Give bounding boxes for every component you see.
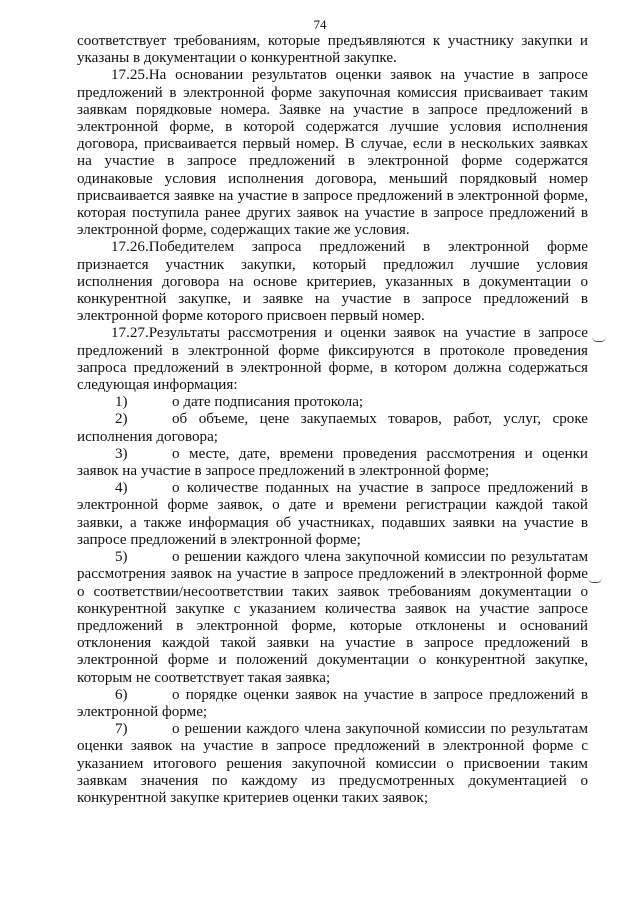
list-item xyxy=(77,446,588,480)
paragraph-17-26: 17.26.Победителем запроса предложений в электронной форме признается участник закупки, который предложил лучшие условия исполнения договора на основе критериев, указанных в документации о конкурентной закупке, и заявке на участие в запросе предложений в электронной форме которого присвоен первый номер. xyxy=(77,239,588,325)
list-item-number: 2) xyxy=(115,411,128,428)
list-item-text: о решении каждого члена закупочной комиссии по результатам рассмотрения заявок на участие в запросе предложений в электронной форме о соответствии/несоответствии таких заявок требованиям документации о конкурентной закупке с указанием количества заявок на участие запросе предложений в электронной форме, которые отклонены и оснований отклонения каждой такой заявки на участие в запросе предложений в электронной форме и положений документации о конкурентной закупке, которым не соответствует такая заявка; xyxy=(77,549,588,686)
margin-scan-mark xyxy=(588,578,602,583)
list-item xyxy=(77,394,588,411)
paragraph-17-27: 17.27.Результаты рассмотрения и оценки заявок на участие в запросе предложений в электронной форме фиксируются в протоколе проведения запроса предложений в электронной форме, в котором должна содержаться следующая информация: xyxy=(77,325,588,394)
list-item-number: 5) xyxy=(115,549,128,566)
page-number: 74 xyxy=(313,17,327,32)
list-item xyxy=(77,687,588,721)
list-item-text: о дате подписания протокола; xyxy=(172,394,364,411)
list-item-text: о решении каждого члена закупочной комиссии по результатам оценки заявок на участие в запросе предложений в электронной форме с указанием итогового решения закупочной комиссии о присвоении таким заявкам значения по каждому из предусмотренных документацией о конкурентной закупке критериев оценки таких заявок; xyxy=(77,721,588,806)
list-item-text: о месте, дате, времени проведения рассмотрения и оценки заявок на участие в запросе предложений в электронной форме; xyxy=(77,445,588,480)
paragraph-17-25: 17.25.На основании результатов оценки заявок на участие в запросе предложений в электронной форме закупочная комиссия присваивает таким заявкам порядковые номера. Заявке на участие в запросе предложений в электронной форме, в которой содержатся лучшие условия исполнения договора, присваивается первый номер. В случае, если в нескольких заявках на участие в запросе предложений в электронной форме содержатся одинаковые условия исполнения договора, меньший порядковый номер присваивается заявке на участие в запросе предложений в электронной форме, которая поступила ранее других заявок на участие в запросе предложений в электронной форме, содержащих такие же условия. xyxy=(77,67,588,239)
list-item-text: об объеме, цене закупаемых товаров, работ, услуг, сроке исполнения договора; xyxy=(77,411,588,445)
list-item-number: 6) xyxy=(115,686,128,703)
list-item-text: о порядке оценки заявок на участие в запросе предложений в электронной форме; xyxy=(77,686,588,720)
list-item-text: о количестве поданных на участие в запросе предложений в электронной форме заявок, о дате и времени регистрации каждой такой заявки, а также информация об участниках, подавших заявки на участие в запросе предложений в электронной форме; xyxy=(77,480,588,548)
list-item-number: 3) xyxy=(115,445,128,462)
document-body xyxy=(77,33,588,807)
list-item xyxy=(77,549,588,687)
list-item xyxy=(77,411,588,445)
information-list xyxy=(77,394,588,807)
list-item-number: 4) xyxy=(115,480,128,497)
list-item-number: 7) xyxy=(115,721,128,738)
list-item-number: 1) xyxy=(115,394,128,411)
list-item xyxy=(77,480,588,549)
paragraph-continuation: соответствует требованиям, которые предъявляются к участнику закупки и указаны в документации о конкурентной закупке. xyxy=(77,33,588,67)
list-item xyxy=(77,721,588,807)
margin-scan-mark xyxy=(592,337,606,342)
